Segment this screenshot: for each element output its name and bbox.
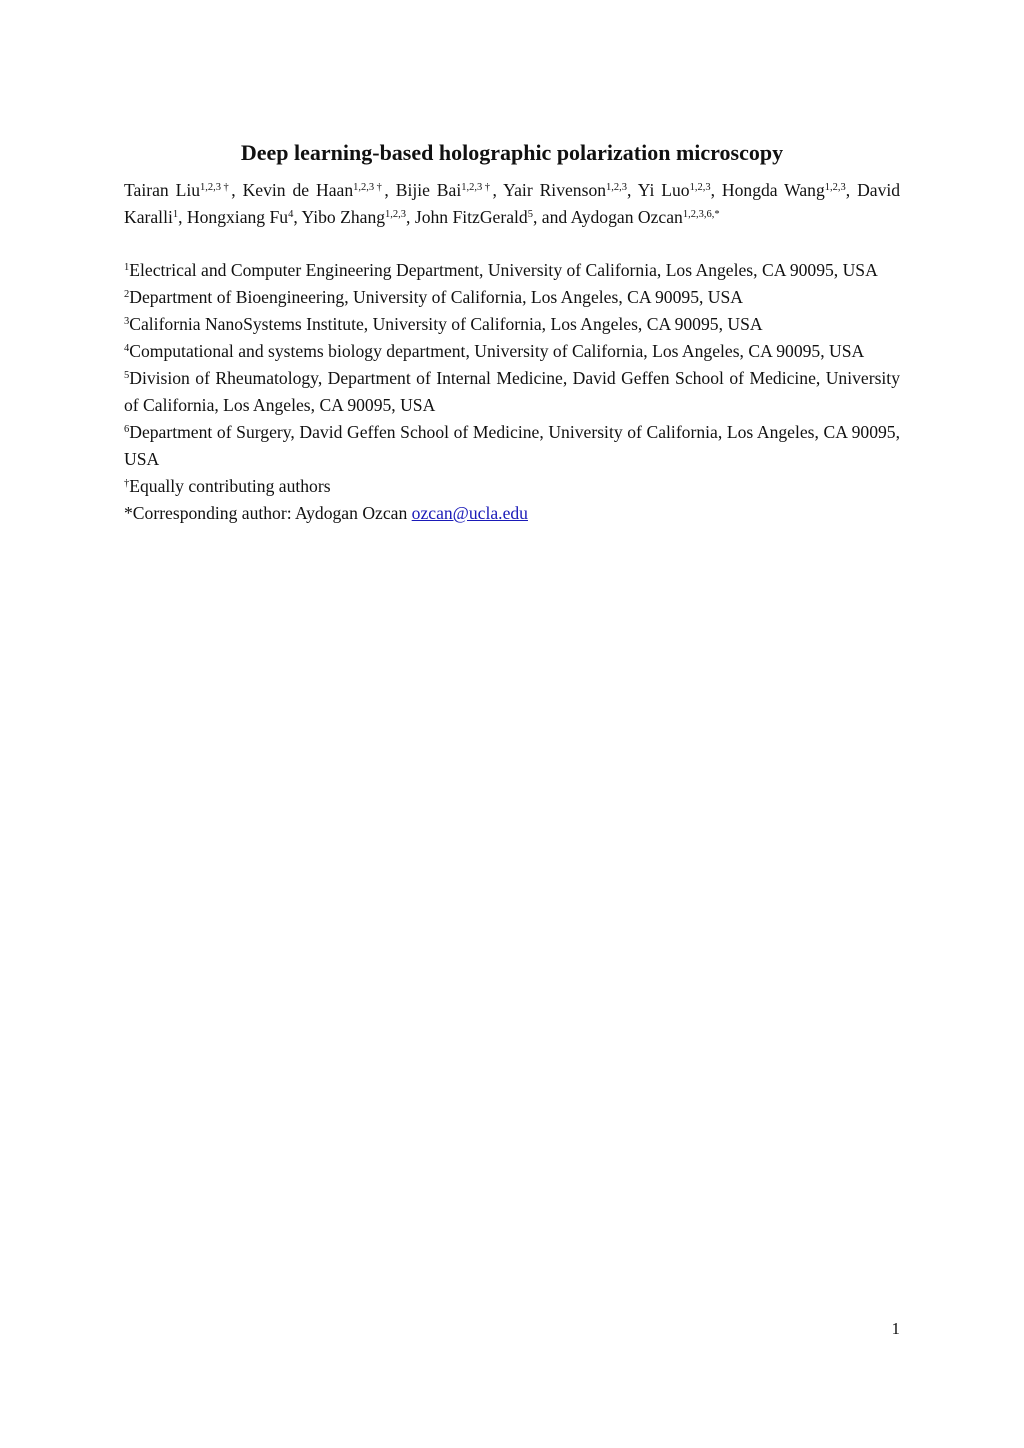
affiliation-mark: 6 — [124, 424, 130, 435]
affiliation-text: Division of Rheumatology, Department of Internal Medicine, David Geffen School of Medicine, University of California, Los Angeles, CA 90095, USA — [124, 368, 900, 415]
affiliation-item — [124, 419, 900, 473]
author-item — [503, 180, 638, 200]
author-separator: , — [406, 207, 415, 227]
affiliation-item — [124, 473, 900, 500]
author-affiliation-marks: 1 — [172, 209, 179, 220]
author-name: Bijie Bai — [395, 180, 462, 200]
affiliation-item — [124, 365, 900, 419]
author-separator: , — [492, 180, 504, 200]
author-item — [415, 207, 571, 227]
affiliations-block — [124, 257, 900, 527]
author-affiliation-marks: 5 — [527, 209, 533, 220]
author-affiliation-marks: 1,2,3† — [200, 182, 232, 193]
author-separator: , and — [532, 207, 571, 227]
author-name: Yi Luo — [637, 180, 690, 200]
affiliation-mark: 5 — [124, 370, 130, 381]
author-separator: , — [710, 180, 722, 200]
author-affiliation-marks: 1,2,3† — [461, 182, 493, 193]
author-separator: , — [627, 180, 638, 200]
author-affiliation-marks: 4 — [288, 209, 294, 220]
affiliation-text: California NanoSystems Institute, University of California, Los Angeles, CA 90095, USA — [129, 314, 763, 334]
author-separator: , — [845, 180, 858, 200]
affiliation-mark: † — [124, 478, 130, 489]
corresponding-author — [124, 500, 900, 527]
author-affiliation-marks: 1,2,3 — [824, 182, 846, 193]
author-affiliation-marks: 1,2,3,6,* — [682, 209, 720, 220]
affiliation-mark: 3 — [124, 316, 130, 327]
author-separator: , — [293, 207, 302, 227]
affiliation-list — [124, 257, 900, 500]
author-list — [124, 177, 900, 231]
author-affiliation-marks: 1,2,3 — [385, 209, 407, 220]
affiliation-item — [124, 284, 900, 311]
author-separator: , — [178, 207, 187, 227]
affiliation-text: Electrical and Computer Engineering Department, University of California, Los Angeles, CA 90095, USA — [129, 260, 878, 280]
affiliation-item — [124, 257, 900, 284]
author-name: Aydogan Ozcan — [570, 207, 683, 227]
affiliation-text: Equally contributing authors — [129, 476, 331, 496]
affiliation-mark: 4 — [124, 343, 130, 354]
author-item — [187, 207, 302, 227]
affiliation-mark: 1 — [124, 262, 130, 273]
affiliation-item — [124, 338, 900, 365]
author-item — [301, 207, 414, 227]
paper-title: Deep learning-based holographic polarization microscopy — [240, 140, 784, 165]
author-name: Yibo Zhang — [301, 207, 386, 227]
corresponding-email-link[interactable]: ozcan@ucla.edu — [411, 503, 528, 523]
author-name: Yair Rivenson — [503, 180, 607, 200]
author-item — [722, 180, 857, 200]
affiliation-mark: 2 — [124, 289, 130, 300]
affiliation-text: Department of Bioengineering, University of California, Los Angeles, CA 90095, USA — [129, 287, 743, 307]
author-name: Tairan Liu — [124, 180, 201, 200]
affiliation-text: Department of Surgery, David Geffen School of Medicine, University of California, Los Angeles, CA 90095, USA — [124, 422, 900, 469]
affiliation-item — [124, 311, 900, 338]
affiliation-text: Computational and systems biology department, University of California, Los Angeles, CA 90095, USA — [129, 341, 865, 361]
corresponding-author-label: *Corresponding author: Aydogan Ozcan — [124, 503, 412, 523]
author-separator: , — [231, 180, 243, 200]
author-name: John FitzGerald — [414, 207, 528, 227]
author-name: Hongda Wang — [721, 180, 825, 200]
author-item — [243, 180, 396, 200]
author-name: Hongxiang Fu — [186, 207, 289, 227]
author-item — [124, 180, 243, 200]
author-item — [571, 207, 720, 227]
author-affiliation-marks: 1,2,3 — [606, 182, 628, 193]
page-number: 1 — [891, 1319, 900, 1338]
author-affiliation-marks: 1,2,3† — [353, 182, 385, 193]
author-name: David Karalli — [124, 180, 901, 227]
author-name: Kevin de Haan — [242, 180, 354, 200]
author-item — [396, 180, 503, 200]
author-affiliation-marks: 1,2,3 — [689, 182, 711, 193]
author-item — [638, 180, 722, 200]
author-separator: , — [384, 180, 396, 200]
